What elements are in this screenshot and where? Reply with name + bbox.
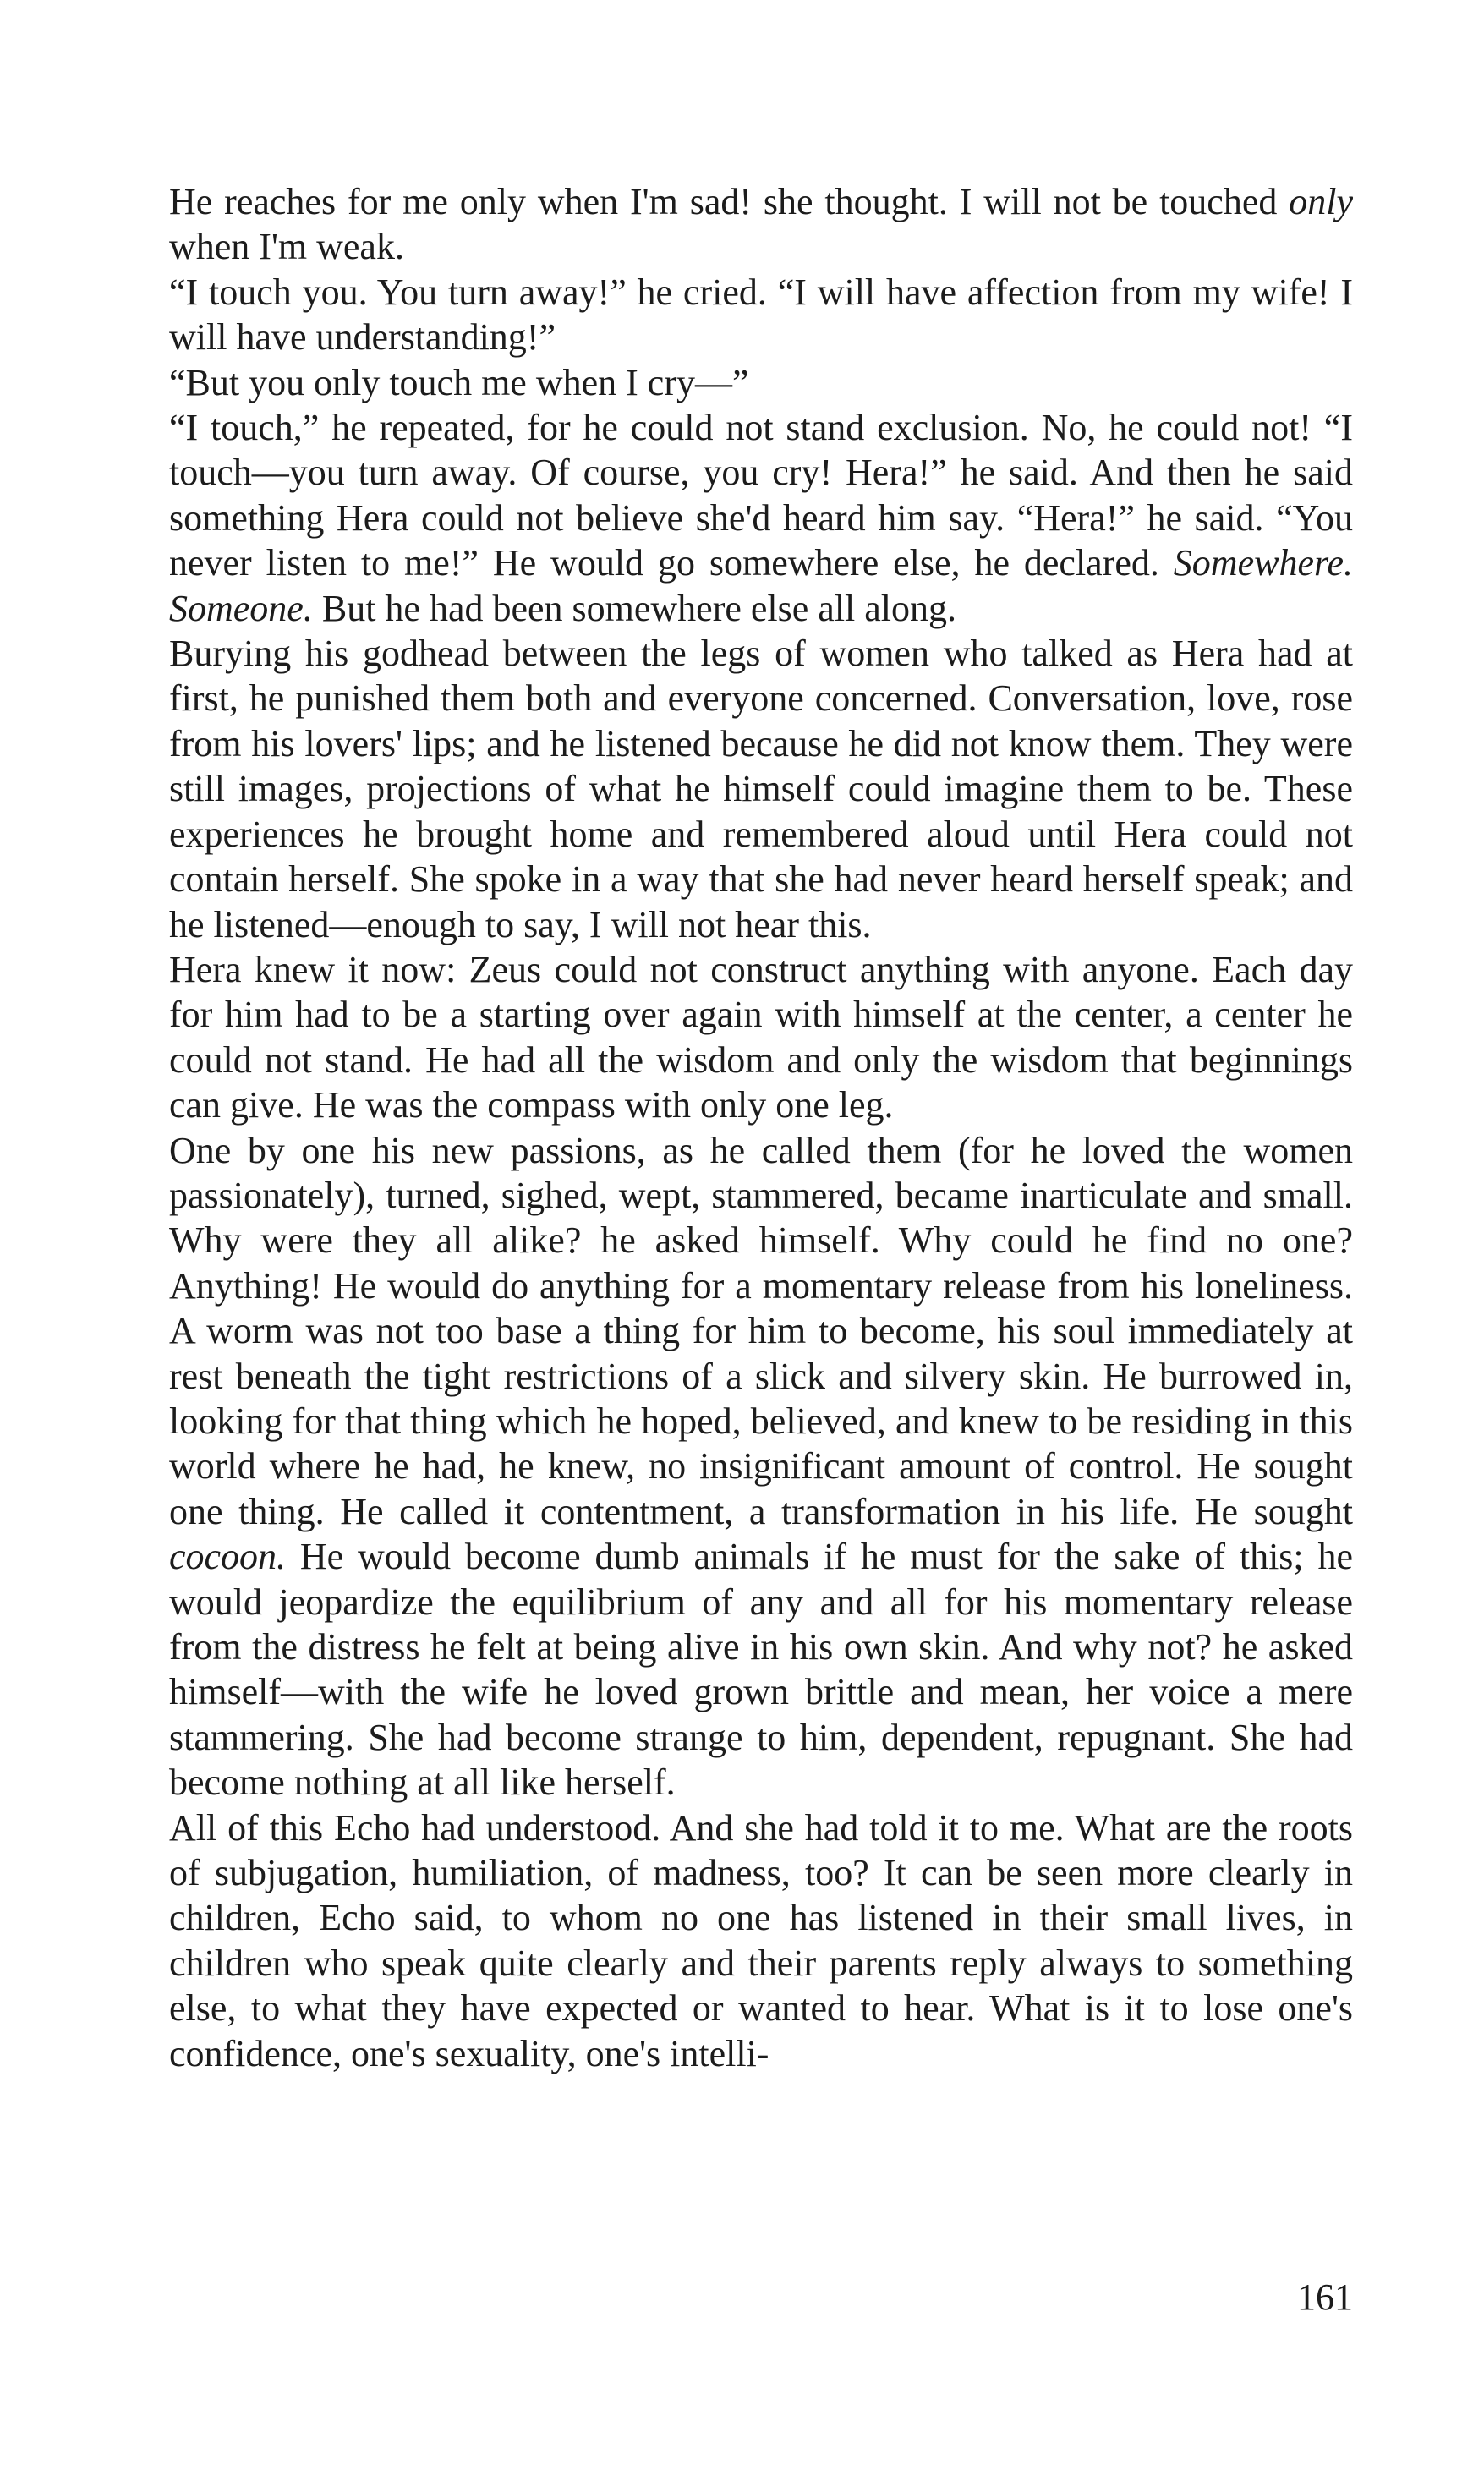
paragraph-text: “But you only touch me when I cry—”	[169, 361, 749, 403]
paragraph	[169, 405, 1353, 631]
body-text	[169, 179, 1353, 2076]
paragraph	[169, 360, 1353, 405]
paragraph-text: He reaches for me only when I'm sad! she thought. I will not be touched	[169, 181, 1290, 222]
paragraph-text: “I touch,” he repeated, for he could not stand exclusion. No, he could not! “I touch—you turn away. Of course, you cry! Hera!” he said. And then he said something Hera could not believe she'd heard him say. “Hera!” he said. “You never listen to me!” He would go somewhere else, he declared.	[169, 407, 1353, 584]
italic-text: only	[1289, 181, 1353, 222]
paragraph-text: One by one his new passions, as he called them (for he loved the women passionately), turned, sighed, wept, stammered, became inarticulate and small. Why were they all alike? he asked himself. Why could he find no one? Anything! He would do anything for a momentary release from his loneliness. A worm was not too base a thing for him to become, his soul immediately at rest beneath the tight restrictions of a slick and silvery skin. He burrowed in, looking for that thing which he hoped, believed, and knew to be residing in this world where he had, he knew, no insignificant amount of control. He sought one thing. He called it contentment, a transformation in his life. He sought	[169, 1129, 1353, 1532]
paragraph-text: He would become dumb animals if he must for the sake of this; he would jeopardize the equilibrium of any and all for his momentary release from the distress he felt at being alive in his own skin. And why not? he asked himself—with the wife he loved grown brittle and mean, her voice a mere stammering. She had become strange to him, dependent, repugnant. She had become nothing at all like herself.	[169, 1536, 1353, 1804]
paragraph	[169, 631, 1353, 947]
paragraph	[169, 1805, 1353, 2076]
italic-text: cocoon.	[169, 1536, 287, 1578]
paragraph-text: But he had been somewhere else all along.	[312, 587, 957, 629]
paragraph-text: All of this Echo had understood. And she had told it to me. What are the roots of subjugation, humiliation, of madness, too? It can be seen more clearly in children, Echo said, to whom no one has listened in their small lives, in children who speak quite clearly and their parents reply always to something else, to what they have expected or wanted to hear. What is it to lose one's confidence, one's sexuality, one's intelli-	[169, 1806, 1353, 2074]
paragraph	[169, 947, 1353, 1128]
paragraph	[169, 270, 1353, 360]
paragraph	[169, 179, 1353, 270]
paragraph-text: when I'm weak.	[169, 226, 404, 268]
paragraph	[169, 1128, 1353, 1805]
page-number: 161	[1297, 2277, 1353, 2318]
paragraph-text: Burying his godhead between the legs of women who talked as Hera had at first, he punished them both and everyone concerned. Conversation, love, rose from his lovers' lips; and he listened because he did not know them. They were still images, projections of what he himself could imagine them to be. These experiences he brought home and remembered aloud until Hera could not contain herself. She spoke in a way that she had never heard herself speak; and he listened—enough to say, I will not hear this.	[169, 633, 1353, 945]
italic-text: Somewhere. Someone.	[169, 542, 1353, 629]
paragraph-text: Hera knew it now: Zeus could not construct anything with anyone. Each day for him had to be a starting over again with himself at the center, a center he could not stand. He had all the wisdom and only the wisdom that beginnings can give. He was the compass with only one leg.	[169, 948, 1353, 1126]
paragraph-text: “I touch you. You turn away!” he cried. “I will have affection from my wife! I will have understanding!”	[169, 271, 1353, 359]
